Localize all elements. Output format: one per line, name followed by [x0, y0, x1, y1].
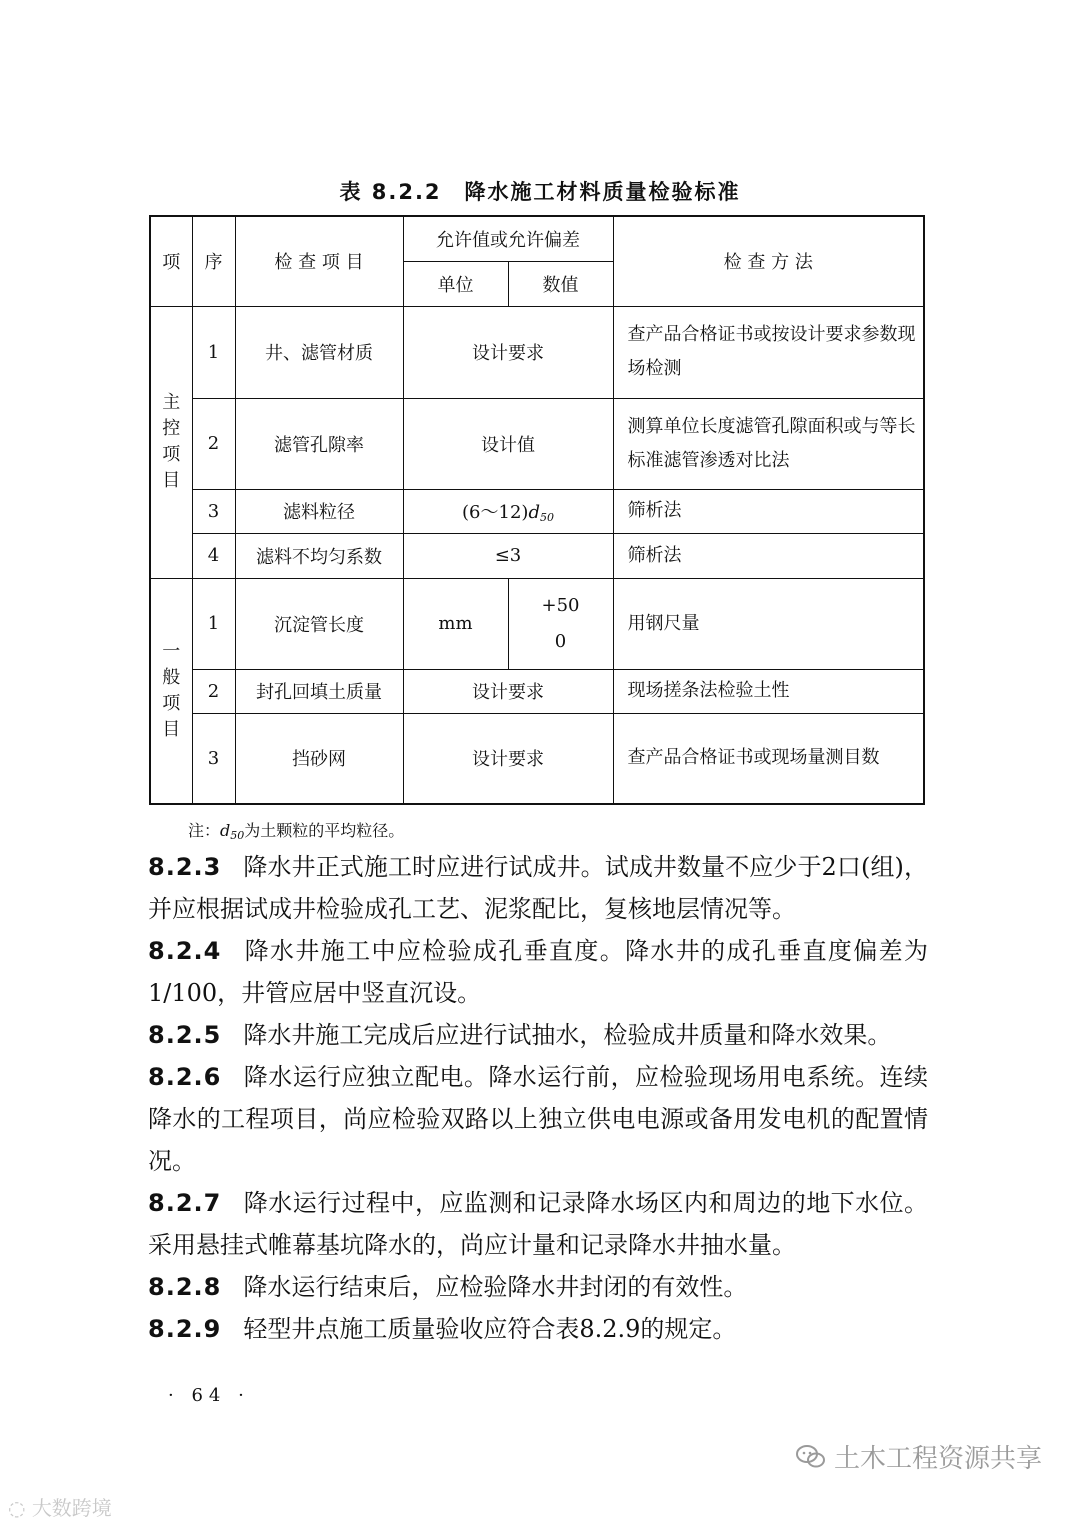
row-value: 设计要求 [403, 713, 613, 804]
table-row [150, 533, 924, 578]
header-item: 项 [150, 216, 192, 306]
row-value: ≤3 [403, 533, 613, 578]
body-text [148, 846, 928, 1350]
table-row [150, 398, 924, 489]
row-item: 挡砂网 [235, 713, 403, 804]
row-method: 查产品合格证书或按设计要求参数现场检测 [613, 306, 924, 398]
row-method: 筛析法 [613, 533, 924, 578]
watermark-left: ◌ 大数跨境 [8, 1496, 112, 1520]
header-value: 数值 [508, 261, 613, 306]
row-unit: mm [403, 578, 508, 669]
group-label-main: 主 控 项 目 [150, 306, 192, 578]
table-row [150, 578, 924, 669]
paragraph: 8.2.9 轻型井点施工质量验收应符合表8.2.9的规定。 [148, 1315, 737, 1343]
row-seq: 3 [192, 713, 235, 804]
row-method: 查产品合格证书或现场量测目数 [613, 713, 924, 804]
watermark-logo-icon: ◌ [8, 1496, 32, 1520]
row-item: 滤管孔隙率 [235, 398, 403, 489]
paragraph: 8.2.3 降水井正式施工时应进行试成井。试成井数量不应少于2口(组)，并应根据试成井检验成孔工艺、泥浆配比，复核地层情况等。 [148, 853, 928, 923]
header-check-item: 检 查 项 目 [235, 216, 403, 306]
row-item: 沉淀管长度 [235, 578, 403, 669]
table-row [150, 669, 924, 713]
table-note: 注：$d_{50}$为土颗粒的平均粒径。 [188, 821, 405, 842]
row-value: 设计要求 [403, 306, 613, 398]
row-value: 设计值 [403, 398, 613, 489]
row-value [508, 578, 613, 669]
paragraph: 8.2.6 降水运行应独立配电。降水运行前，应检验现场用电系统。连续降水的工程项目，尚应检验双路以上独立供电电源或备用发电机的配置情况。 [148, 1063, 928, 1175]
header-tolerance: 允许值或允许偏差 [403, 216, 613, 261]
page-number: · 64 · [168, 1385, 250, 1406]
row-value: $(6\sim 12)d_{50}$ [403, 489, 613, 533]
row-value: 设计要求 [403, 669, 613, 713]
row-method: 用钢尺量 [613, 578, 924, 669]
row-seq: 4 [192, 533, 235, 578]
watermark-right: 土木工程资源共享 [796, 1438, 1042, 1475]
table-row [150, 713, 924, 804]
row-method: 测算单位长度滤管孔隙面积或与等长标准滤管渗透对比法 [613, 398, 924, 489]
row-seq: 2 [192, 398, 235, 489]
wechat-icon [796, 1444, 826, 1470]
paragraph: 8.2.7 降水运行过程中，应监测和记录降水场区内和周边的地下水位。采用悬挂式帷幕基坑降水的，尚应计量和记录降水井抽水量。 [148, 1189, 928, 1259]
table-row [150, 306, 924, 398]
header-method: 检 查 方 法 [613, 216, 924, 306]
row-item: 井、滤管材质 [235, 306, 403, 398]
paragraph: 8.2.5 降水井施工完成后应进行试抽水，检验成井质量和降水效果。 [148, 1021, 892, 1049]
table-title: 表 8.2.2 降水施工材料质量检验标准 [339, 180, 741, 204]
table-row [150, 489, 924, 533]
row-item: 封孔回填土质量 [235, 669, 403, 713]
row-item: 滤料不均匀系数 [235, 533, 403, 578]
paragraph: 8.2.8 降水运行结束后，应检验降水井封闭的有效性。 [148, 1273, 748, 1301]
row-method: 筛析法 [613, 489, 924, 533]
row-seq: 2 [192, 669, 235, 713]
row-method: 现场搓条法检验土性 [613, 669, 924, 713]
quality-standard-table [149, 215, 925, 805]
value-bottom: 0 [554, 630, 567, 652]
row-seq: 1 [192, 578, 235, 669]
row-seq: 1 [192, 306, 235, 398]
header-seq: 序 [192, 216, 235, 306]
row-item: 滤料粒径 [235, 489, 403, 533]
paragraph: 8.2.4 降水井施工中应检验成孔垂直度。降水井的成孔垂直度偏差为1/100，井管应居中竖直沉设。 [148, 937, 928, 1007]
group-label-general: 一 般 项 目 [150, 578, 192, 804]
header-unit: 单位 [403, 261, 508, 306]
value-top: +50 [541, 594, 580, 616]
row-seq: 3 [192, 489, 235, 533]
